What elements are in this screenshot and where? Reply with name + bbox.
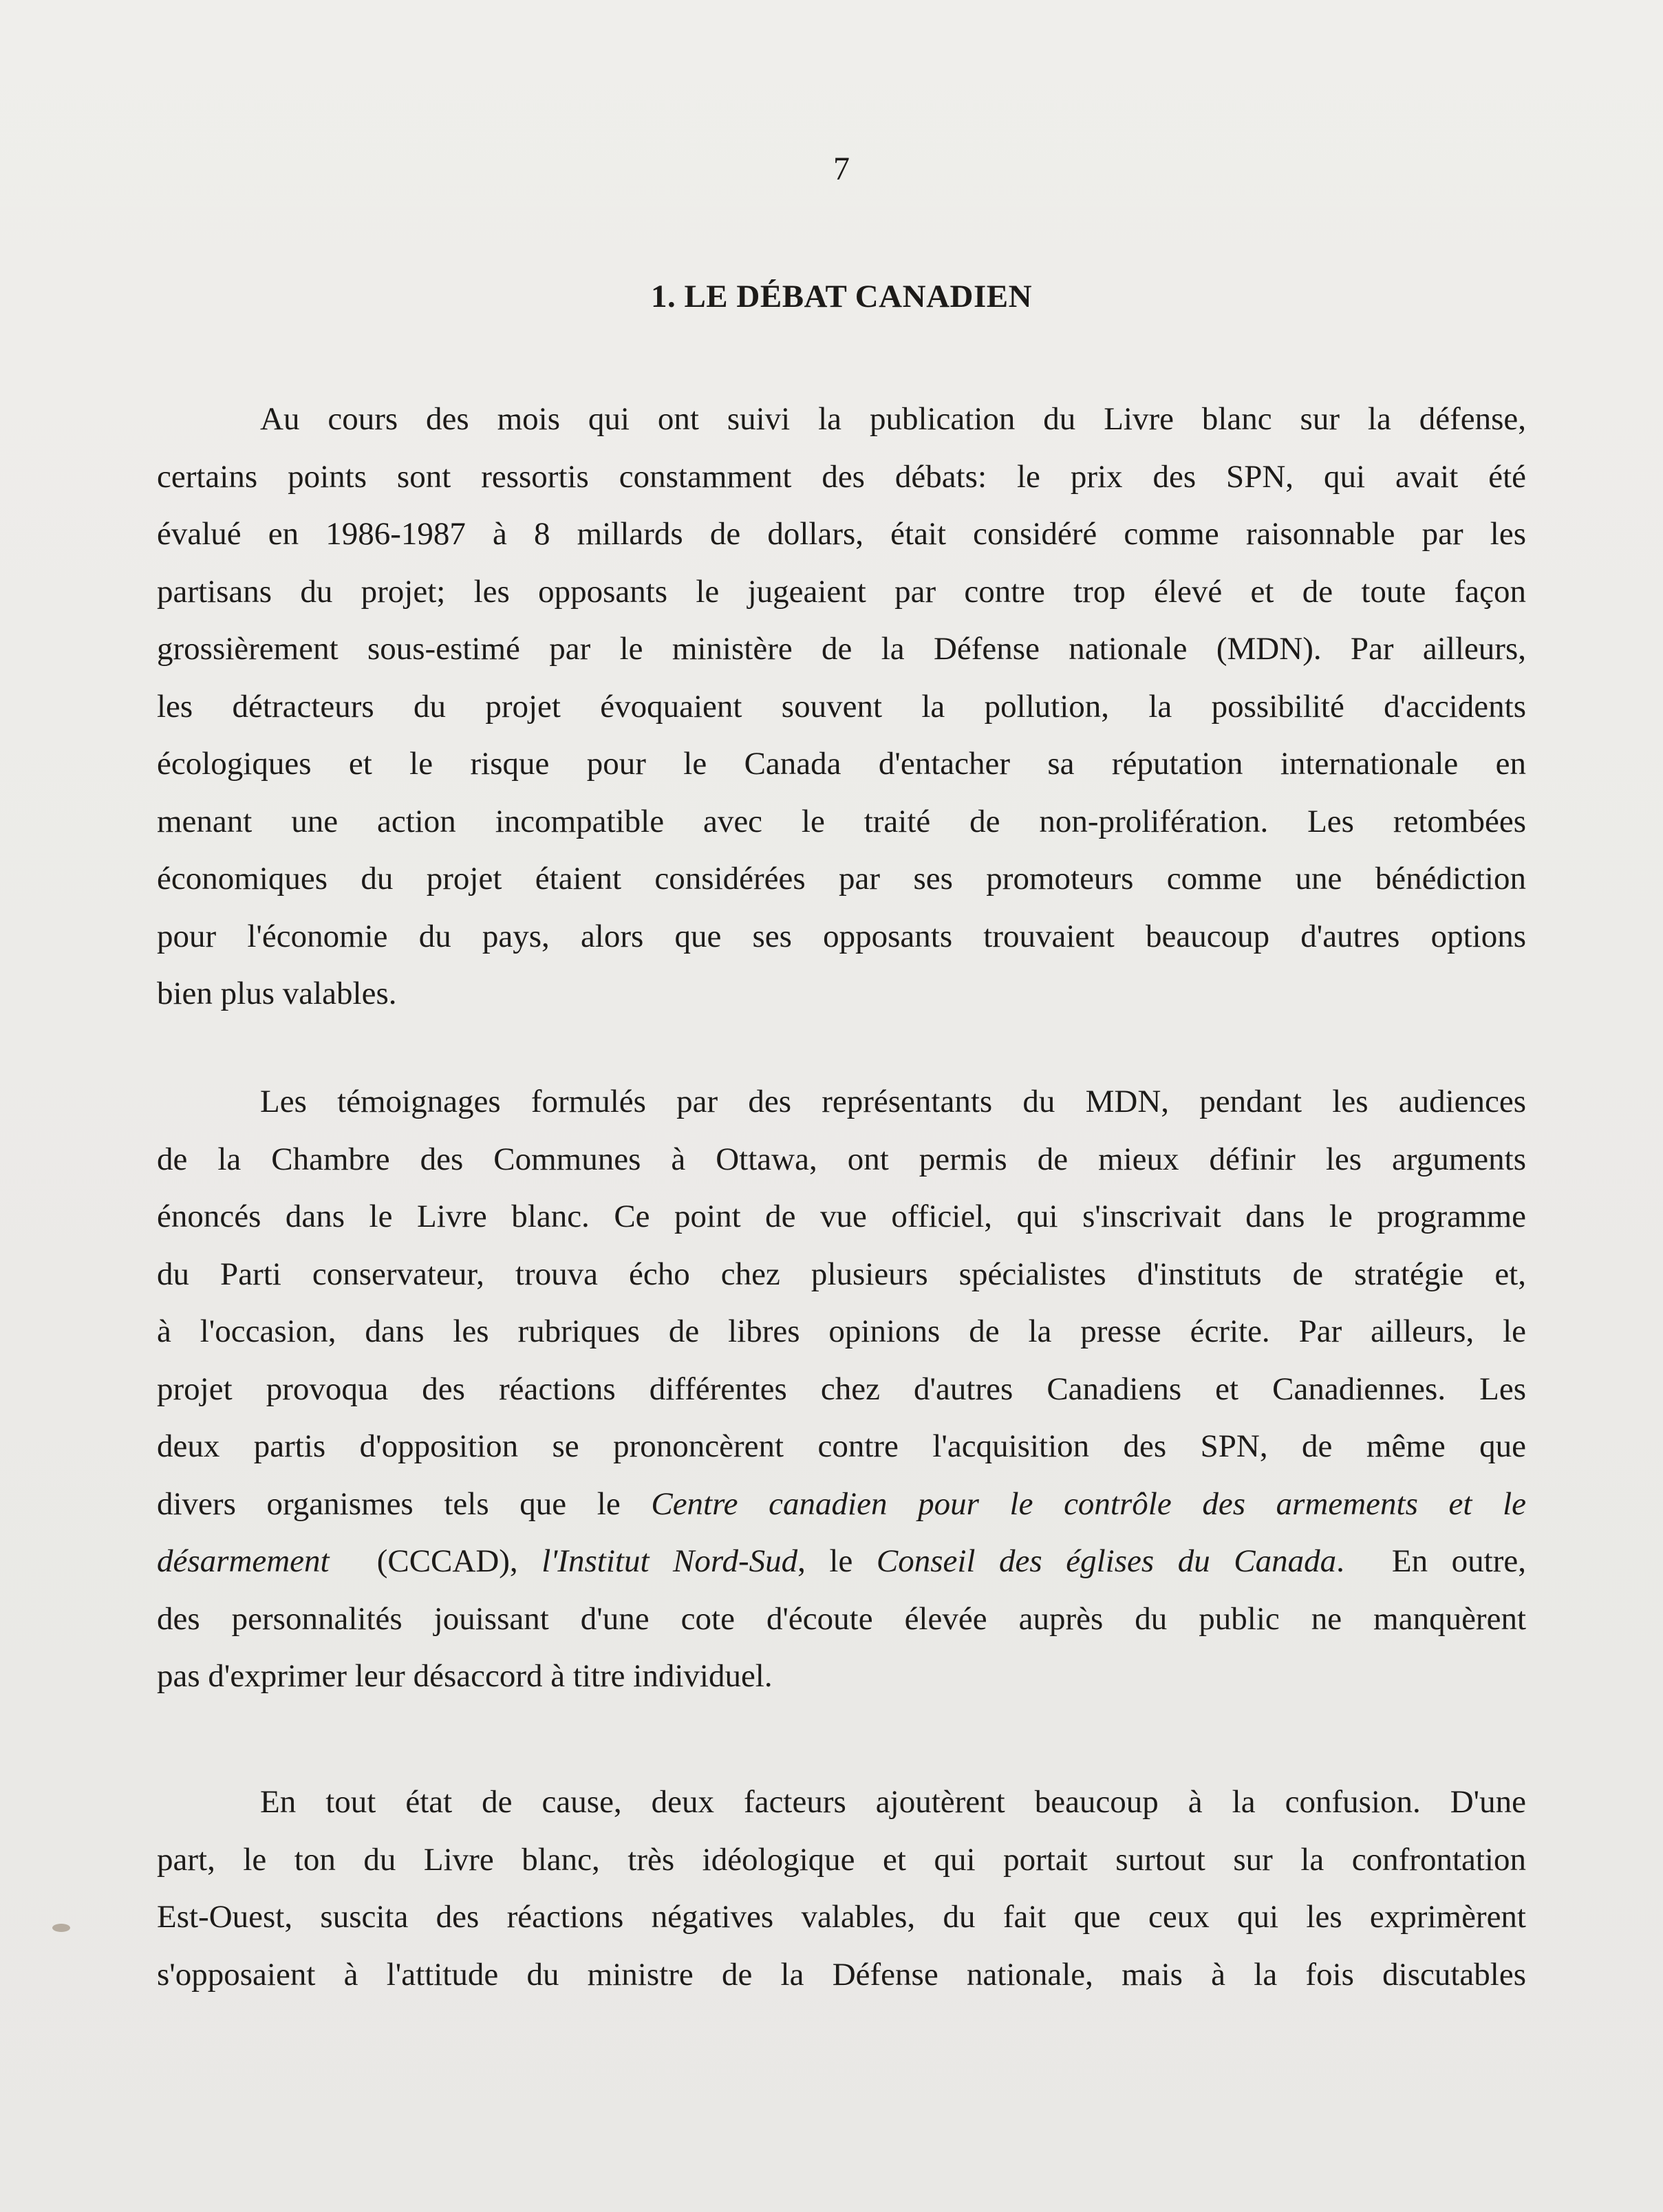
text-line: grossièrement sous-estimé par le ministère de la Défense nationale (MDN). Par ailleurs, xyxy=(157,631,1526,667)
italic-title: désarmement xyxy=(157,1543,330,1579)
text-line xyxy=(157,1533,1526,1591)
paragraph-2 xyxy=(157,1073,1526,1706)
italic-title: l'Institut Nord-Sud xyxy=(541,1543,798,1579)
paper-stain xyxy=(52,1924,70,1932)
text-line: partisans du projet; les opposants le jugeaient par contre trop élevé et de toute façon xyxy=(157,573,1526,610)
text-line: Au cours des mois qui ont suivi la publication du Livre blanc sur la défense, xyxy=(260,401,1526,437)
text-line: projet provoqua des réactions différentes chez d'autres Canadiens et Canadiennes. Les xyxy=(157,1371,1526,1407)
text-line: En tout état de cause, deux facteurs ajoutèrent beaucoup à la confusion. D'une xyxy=(260,1784,1526,1820)
section-heading: 1. LE DÉBAT CANADIEN xyxy=(650,279,1033,314)
italic-title: Conseil des églises du Canada xyxy=(876,1543,1337,1579)
text-line: des personnalités jouissant d'une cote d'écoute élevée auprès du public ne manquèrent xyxy=(157,1600,1526,1637)
text-line: économiques du projet étaient considérées par ses promoteurs comme une bénédiction xyxy=(157,861,1526,896)
text-line: énoncés dans le Livre blanc. Ce point de vue officiel, qui s'inscrivait dans le programme xyxy=(157,1199,1526,1234)
text-run: (CCCAD), xyxy=(329,1543,542,1579)
text-line: s'opposaient à l'attitude du ministre de la Défense nationale, mais à la fois discutables xyxy=(157,1956,1526,1993)
text-line: à l'occasion, dans les rubriques de libres opinions de la presse écrite. Par ailleurs, le xyxy=(157,1313,1526,1349)
text-line: écologiques et le risque pour le Canada d'entacher sa réputation internationale en xyxy=(157,746,1526,782)
text-line: pas d'exprimer leur désaccord à titre individuel. xyxy=(157,1658,773,1694)
page-number: 7 xyxy=(833,151,850,187)
text-line: de la Chambre des Communes à Ottawa, ont permis de mieux définir les arguments xyxy=(157,1141,1526,1177)
text-line: les détracteurs du projet évoquaient souvent la pollution, la possibilité d'accidents xyxy=(157,688,1526,724)
text-line: Est-Ouest, suscita des réactions négatives valables, du fait que ceux qui les exprimèrent xyxy=(157,1899,1526,1935)
text-line: du Parti conservateur, trouva écho chez plusieurs spécialistes d'instituts de stratégie et, xyxy=(157,1256,1526,1292)
text-line: certains points sont ressortis constamment des débats: le prix des SPN, qui avait été xyxy=(157,458,1526,495)
text-line: évalué en 1986-1987 à 8 millards de dollars, était considéré comme raisonnable par les xyxy=(157,516,1526,552)
text-line xyxy=(157,1476,1526,1534)
paragraph-1 xyxy=(157,391,1526,1023)
text-run: , le xyxy=(797,1543,877,1579)
italic-title: Centre canadien pour le contrôle des armements et le xyxy=(651,1485,1526,1522)
text-line: deux partis d'opposition se prononcèrent contre l'acquisition des SPN, de même que xyxy=(157,1428,1526,1464)
text-run: . En outre, xyxy=(1336,1543,1527,1579)
paragraph-3 xyxy=(157,1774,1526,2004)
text-line: Les témoignages formulés par des représentants du MDN, pendant les audiences xyxy=(260,1084,1526,1119)
text-line: pour l'économie du pays, alors que ses opposants trouvaient beaucoup d'autres options xyxy=(157,918,1526,954)
text-run: divers organismes tels que le xyxy=(157,1485,652,1522)
text-line: menant une action incompatible avec le traité de non-prolifération. Les retombées xyxy=(157,803,1526,839)
text-line: bien plus valables. xyxy=(157,976,397,1011)
text-line: part, le ton du Livre blanc, très idéologique et qui portait surtout sur la confrontation xyxy=(157,1841,1526,1878)
